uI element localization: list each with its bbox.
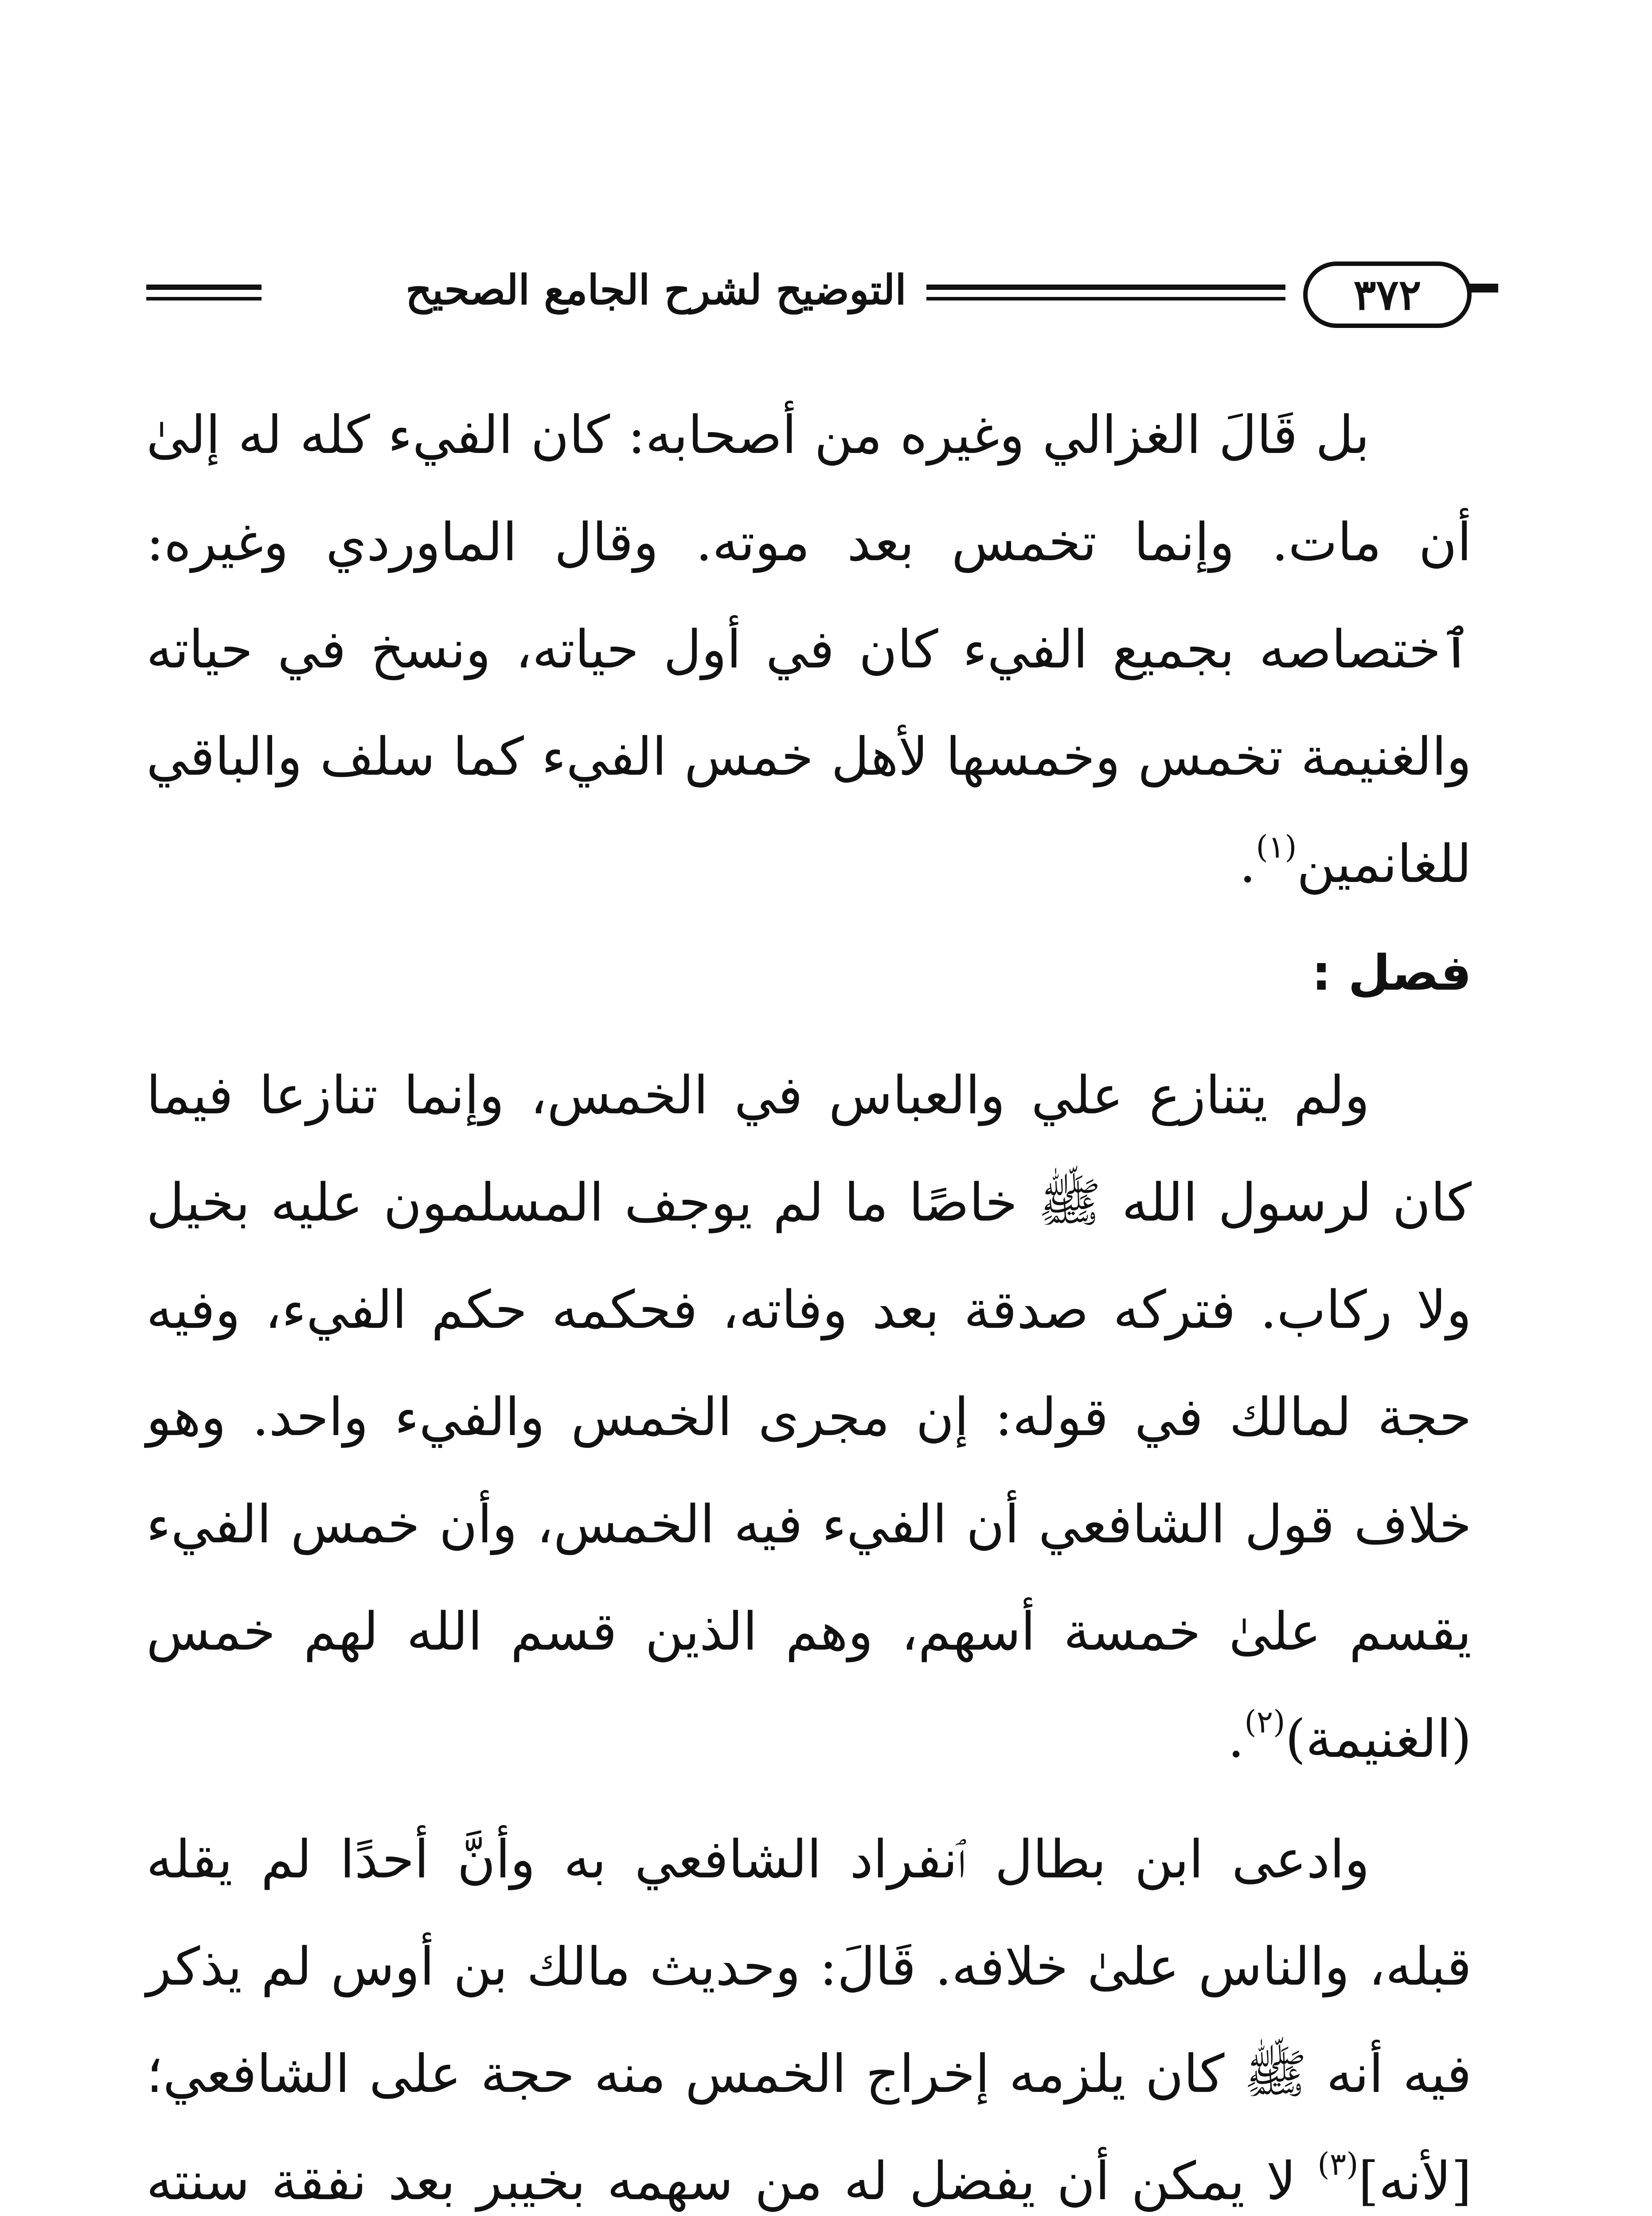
footnote-ref-1: (١) xyxy=(1256,829,1297,865)
paragraph-2: ولم يتنازع علي والعباس في الخمس، وإنما تنازعا فيما كان لرسول الله ﷺ خاصًا ما لم يوجف المسلمون عليه بخيل ولا ركاب. فتركه صدقة بعد وفاته، فحكمه حكم الفيء، وفيه حجة لمالك في قوله: إن مجرى الخمس والفيء واحد. وهو خلاف قول الشافعي أن الفيء فيه الخمس، وأن خمس الفيء يقسم علىٰ خمسة أسهم، وهم الذين قسم الله لهم خمس (الغنيمة)$^{(٢)}$. xyxy=(146,1065,1472,1769)
header-ornament xyxy=(1467,284,1498,293)
paragraph-1: بل قَالَ الغزالي وغيره من أصحابه: كان الفيء كله له إلىٰ أن مات. وإنما تخمس بعد موته. وقال الماوردي وغيره: ٱختصاصه بجميع الفيء كان في أول حياته، ونسخ في حياته والغنيمة تخمس وخمسها لأهل خمس الفيء كما سلف والباقي للغانمين$^{(١)}$. xyxy=(146,404,1472,894)
footnote-ref-2: (٢) xyxy=(1244,1704,1285,1740)
page-number: ٣٧٢ xyxy=(1303,261,1472,328)
section-heading-1: فصل : xyxy=(1312,944,1472,1001)
running-title: التوضيح لشرح الجامع الصحيح xyxy=(406,266,906,314)
footnote-ref-3: (٣) xyxy=(1317,2146,1359,2182)
paragraph-3: وادعى ابن بطال ٱنفراد الشافعي به وأنَّ أحدًا لم يقله قبله، والناس علىٰ خلافه. قَالَ: وحديث مالك بن أوس لم يذكر فيه أنه ﷺ كان يلزمه إخراج الخمس منه حجة على الشافعي؛ [لأنه]$^{(٣)}$ لا يمكن أن يفضل له من سهمه بخيبر بعد نفقة سنته xyxy=(146,1829,1472,2212)
main-text xyxy=(146,381,1472,2216)
header-rule-right xyxy=(926,285,1285,302)
page-header xyxy=(146,248,1472,337)
header-rule-left xyxy=(146,285,262,302)
